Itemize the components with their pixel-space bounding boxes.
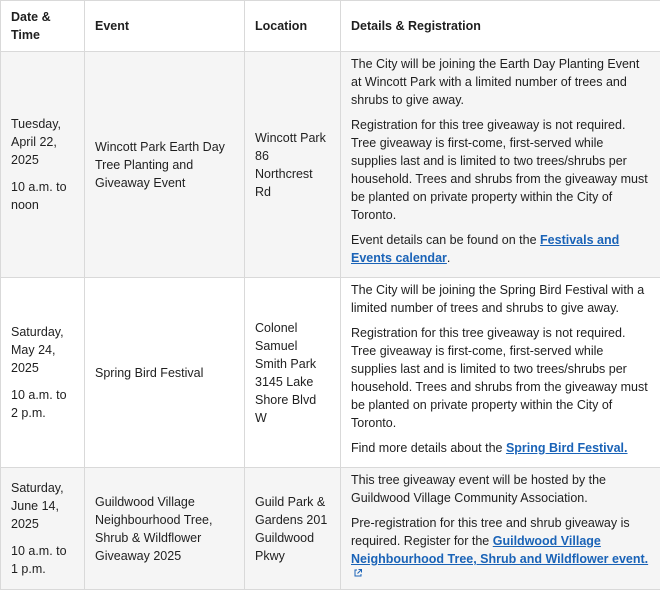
header-location: Location — [245, 1, 341, 52]
event-name: Spring Bird Festival — [85, 278, 245, 468]
details-paragraph: The City will be joining the Spring Bird Festival with a limited number of trees and shrubs to give away. — [351, 281, 650, 317]
guildwood-village-event-link[interactable]: Guildwood Village Neighbourhood Tree, Shrub and Wildflower event. — [351, 534, 648, 566]
link-prefix: Pre-registration for this tree and shrub giveaway is required. Register for the — [351, 516, 630, 548]
details-cell — [341, 52, 660, 278]
details-cell — [341, 468, 660, 590]
details-paragraph: Registration for this tree giveaway is not required. Tree giveaway is first-come, first-served while supplies last and is limited to two trees/shrubs per household. Trees and shrubs from the giveaway must be planted on private property within the City of Toronto. — [351, 324, 650, 432]
header-date-time: Date & Time — [1, 1, 85, 52]
event-name: Guildwood Village Neighbourhood Tree, Shrub & Wildflower Giveaway 2025 — [85, 468, 245, 590]
link-prefix: Find more details about the — [351, 441, 506, 455]
details-link-paragraph — [351, 514, 650, 586]
event-date: Tuesday, April 22, 2025 — [11, 115, 74, 169]
details-paragraph: This tree giveaway event will be hosted by the Guildwood Village Community Association. — [351, 471, 650, 507]
link-prefix: Event details can be found on the — [351, 233, 540, 247]
date-cell — [1, 52, 85, 278]
event-time: 10 a.m. to 1 p.m. — [11, 542, 74, 578]
details-paragraph: The City will be joining the Earth Day Planting Event at Wincott Park with a limited number of trees and shrubs to give away. — [351, 55, 650, 109]
details-cell — [341, 278, 660, 468]
event-date: Saturday, June 14, 2025 — [11, 479, 74, 533]
table-row — [1, 468, 660, 590]
event-date: Saturday, May 24, 2025 — [11, 323, 74, 377]
event-location: Wincott Park 86 Northcrest Rd — [245, 52, 341, 278]
details-link-paragraph — [351, 231, 650, 267]
spring-bird-festival-link[interactable]: Spring Bird Festival. — [506, 441, 628, 455]
festivals-events-calendar-link[interactable]: Festivals and Events calendar — [351, 233, 619, 265]
table-row — [1, 278, 660, 468]
date-cell — [1, 468, 85, 590]
event-location: Colonel Samuel Smith Park 3145 Lake Shore Blvd W — [245, 278, 341, 468]
external-link-icon — [354, 569, 362, 577]
event-time: 10 a.m. to noon — [11, 178, 74, 214]
header-details: Details & Registration — [341, 1, 660, 52]
event-time: 10 a.m. to 2 p.m. — [11, 386, 74, 422]
link-suffix: . — [447, 251, 450, 265]
event-name: Wincott Park Earth Day Tree Planting and Giveaway Event — [85, 52, 245, 278]
event-location: Guild Park & Gardens 201 Guildwood Pkwy — [245, 468, 341, 590]
date-cell — [1, 278, 85, 468]
table-row — [1, 52, 660, 278]
header-event: Event — [85, 1, 245, 52]
header-row — [1, 1, 660, 52]
details-link-paragraph — [351, 439, 650, 457]
table-header — [1, 1, 660, 52]
details-paragraph: Registration for this tree giveaway is not required. Tree giveaway is first-come, first-served while supplies last and is limited to two trees/shrubs per household. Trees and shrubs from the giveaway must be planted on private property within the City of Toronto. — [351, 116, 650, 224]
